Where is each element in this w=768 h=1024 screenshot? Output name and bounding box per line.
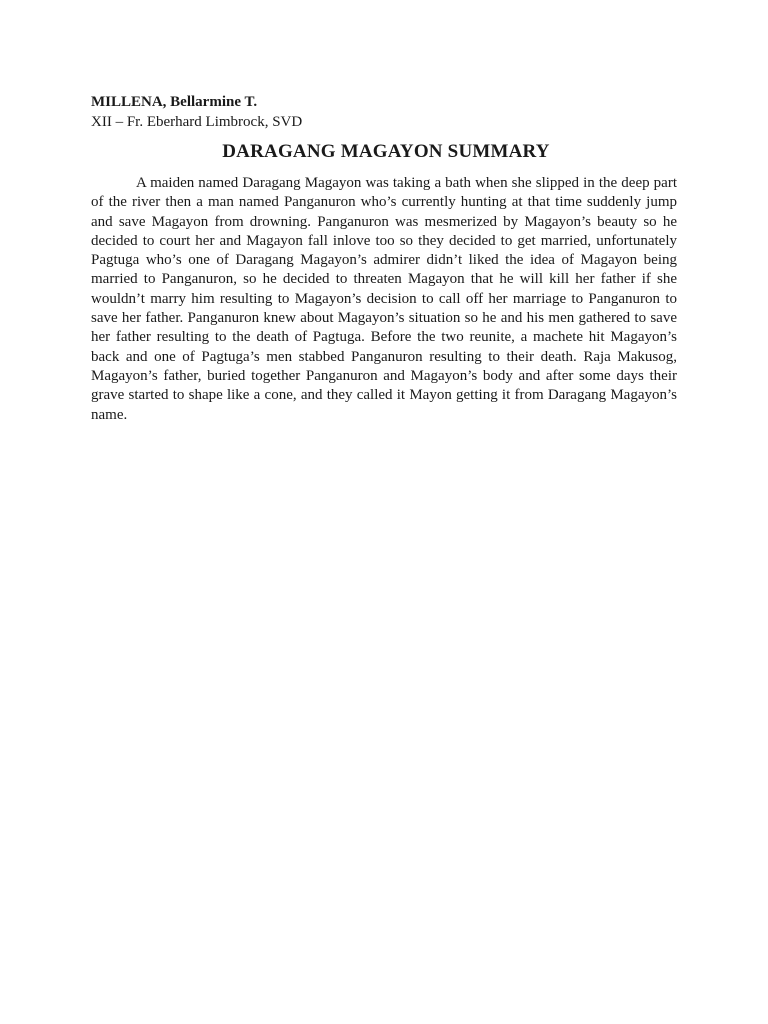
document-title: DARAGANG MAGAYON SUMMARY (222, 141, 550, 162)
author-section: XII – Fr. Eberhard Limbrock, SVD (91, 114, 303, 130)
summary-paragraph: A maiden named Daragang Magayon was taking a bath when she slipped in the deep part of the river then a man named Panganuron who’s currently hunting at that time suddenly jump and save Magayon from drowning. Panganuron was mesmerized by Magayon’s beauty so he decided to court her and Magayon fall inlove too so they decided to get married, unfortunately Pagtuga who’s one of Daragang Magayon’s admirer didn’t liked the idea of Magayon being married to Panganuron, so he decided to threaten Magayon that he will kill her father if she wouldn’t marry him resulting to Magayon’s decision to call off her marriage to Panganuron to save her father. Panganuron knew about Magayon’s situation so he and his men gathered to save her father resulting to the death of Pagtuga. Before the two reunite, a machete hit Magayon’s back and one of Pagtuga’s men stabbed Panganuron resulting to their death. Raja Makusog, Magayon’s father, buried together Panganuron and Magayon’s body and after some days their grave started to shape like a cone, and they called it Mayon getting it from Daragang Magayon’s name. (91, 175, 677, 423)
author-name: MILLENA, Bellarmine T. (91, 94, 258, 110)
